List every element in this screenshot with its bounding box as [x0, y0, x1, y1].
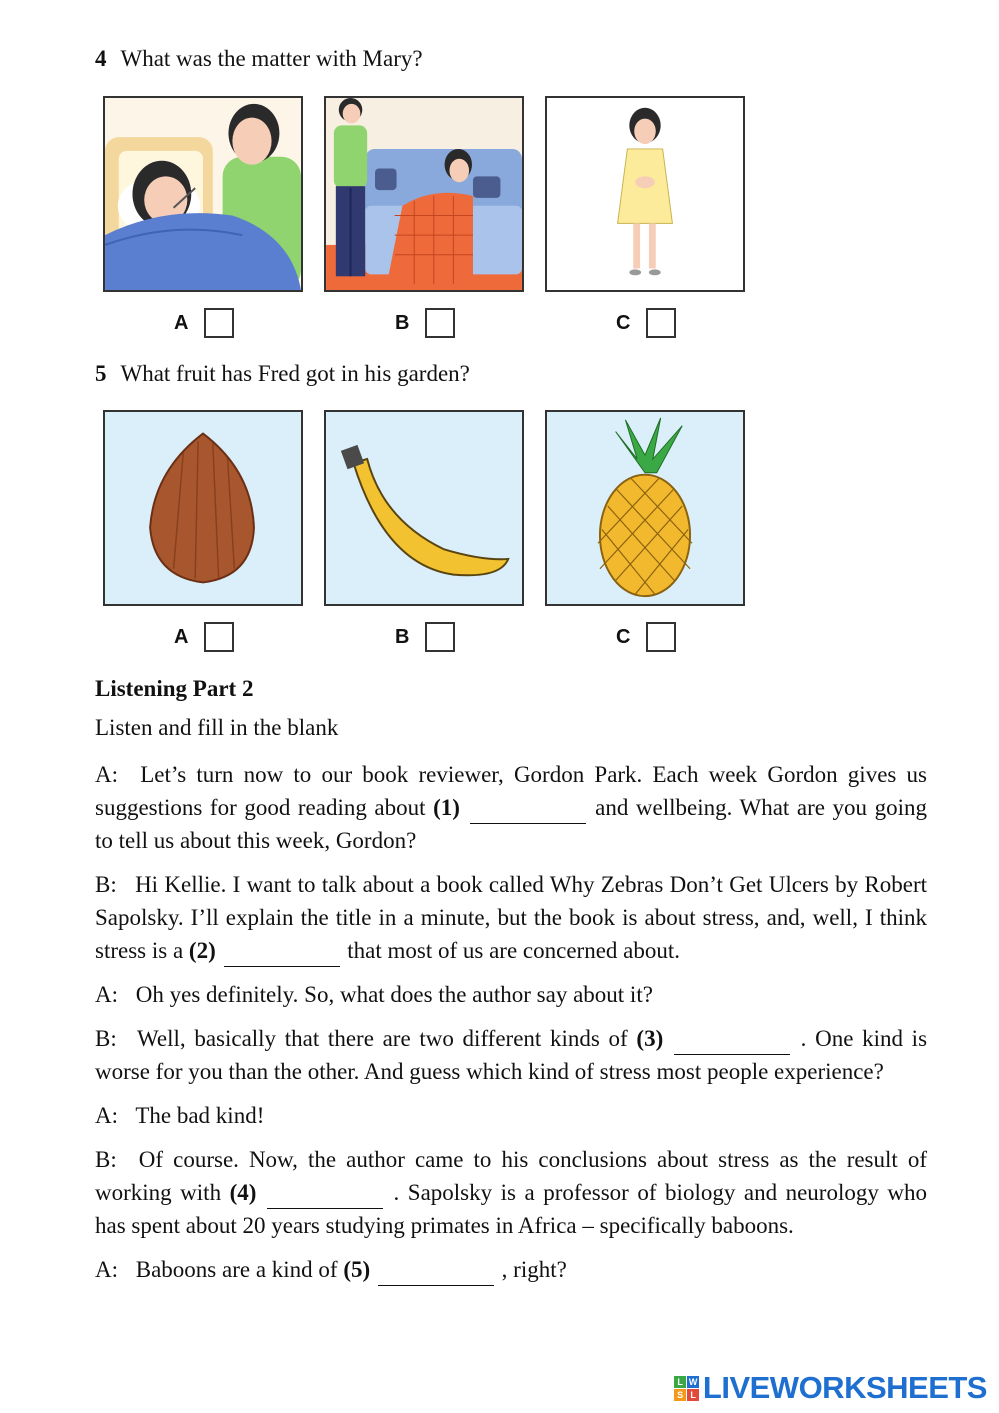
option-c-checkbox[interactable] [646, 622, 676, 652]
option-a-checkbox[interactable] [204, 622, 234, 652]
option-a-checkbox[interactable] [204, 308, 234, 338]
dialogue-turn [95, 1143, 927, 1242]
speaker-label: A: [95, 982, 118, 1007]
dialogue-text: Baboons are a kind of [135, 1257, 338, 1282]
dialogue-turn [95, 758, 927, 857]
speaker-label: A: [95, 1257, 118, 1282]
blank-number: (4) [229, 1180, 257, 1205]
liveworksheets-logo-icon [674, 1376, 699, 1401]
option-b [395, 622, 455, 652]
option-letter: C [616, 625, 631, 648]
dialogue-turn [95, 1022, 927, 1088]
speaker-label: A: [95, 1103, 118, 1128]
picture-coconut [103, 410, 303, 606]
option-c [616, 308, 676, 338]
dialogue-text: Hi Kellie. I want to talk about a book called Why Zebras Don’t Get Ulcers by Robert Sapolsky. I’ll explain the title in a minute, but the book is about stress, and, well, I think stress is a [95, 872, 928, 963]
logo-tile: L [687, 1389, 699, 1401]
dialogue-turn [95, 978, 927, 1011]
option-c-checkbox[interactable] [646, 308, 676, 338]
option-b [395, 308, 455, 338]
option-letter: B [395, 311, 410, 334]
speaker-label: B: [95, 872, 117, 897]
question-4-pictures [103, 96, 753, 296]
liveworksheets-brand [674, 1370, 987, 1406]
blank-number: (5) [343, 1257, 371, 1282]
brand-name: LIVEWORKSHEETS [702, 1370, 987, 1405]
picture-pineapple [545, 410, 745, 606]
dialogue-text: Of course. Now, the author came to his conclusions about stress as the result of working with [95, 1147, 928, 1205]
option-letter: C [616, 311, 631, 334]
logo-tile: S [674, 1389, 686, 1401]
dialogue-text: The bad kind! [135, 1103, 265, 1128]
blank-number: (3) [636, 1026, 664, 1051]
option-c [616, 622, 676, 652]
option-letter: B [395, 625, 410, 648]
option-letter: A [174, 625, 189, 648]
question-4-title [95, 46, 423, 72]
dialogue-text: and wellbeing. What are you going to tell us about this week, Gordon? [95, 795, 928, 853]
question-number: 4 [95, 46, 107, 71]
dialogue-text: . One kind is worse for you than the other. And guess which kind of stress most people experience? [95, 1026, 928, 1084]
blank-1-input[interactable] [470, 799, 586, 824]
speaker-label: B: [95, 1147, 117, 1172]
blank-2-input[interactable] [224, 942, 340, 967]
dialogue-text: Oh yes definitely. So, what does the author say about it? [135, 982, 653, 1007]
dialogue-text: Let’s turn now to our book reviewer, Gordon Park. Each week Gordon gives us suggestions for good reading about [95, 762, 927, 820]
dialogue-turn [95, 1253, 927, 1286]
dialogue-text: . Sapolsky is a professor of biology and neurology who has spent about 20 years studying primates in Africa – specifically baboons. [95, 1180, 927, 1238]
picture-on-sofa [324, 96, 524, 292]
speaker-label: A: [95, 762, 118, 787]
picture-banana [324, 410, 524, 606]
question-text: What fruit has Fred got in his garden? [120, 361, 470, 386]
picture-stomach-ache [545, 96, 745, 292]
speaker-label: B: [95, 1026, 117, 1051]
section-title: Listening Part 2 [95, 676, 254, 701]
option-a [174, 622, 234, 652]
dialogue [95, 758, 927, 1297]
picture-sick-in-bed [103, 96, 303, 292]
dialogue-turn [95, 868, 927, 967]
question-5-title [95, 361, 470, 387]
section-instruction: Listen and fill in the blank [95, 715, 339, 740]
logo-tile: W [688, 1376, 697, 1387]
option-a [174, 308, 234, 338]
blank-5-input[interactable] [378, 1261, 494, 1286]
option-letter: A [174, 311, 189, 334]
question-number: 5 [95, 361, 107, 386]
question-5-pictures [103, 410, 753, 610]
blank-number: (2) [188, 938, 216, 963]
dialogue-text: that most of us are concerned about. [347, 938, 680, 963]
option-b-checkbox[interactable] [425, 308, 455, 338]
blank-3-input[interactable] [674, 1030, 790, 1055]
logo-tile: L [674, 1376, 686, 1388]
question-text: What was the matter with Mary? [120, 46, 423, 71]
dialogue-text: Well, basically that there are two different kinds of [137, 1026, 628, 1051]
blank-number: (1) [433, 795, 460, 820]
dialogue-turn [95, 1099, 927, 1132]
blank-4-input[interactable] [267, 1184, 383, 1209]
option-b-checkbox[interactable] [425, 622, 455, 652]
dialogue-text: , right? [501, 1257, 567, 1282]
